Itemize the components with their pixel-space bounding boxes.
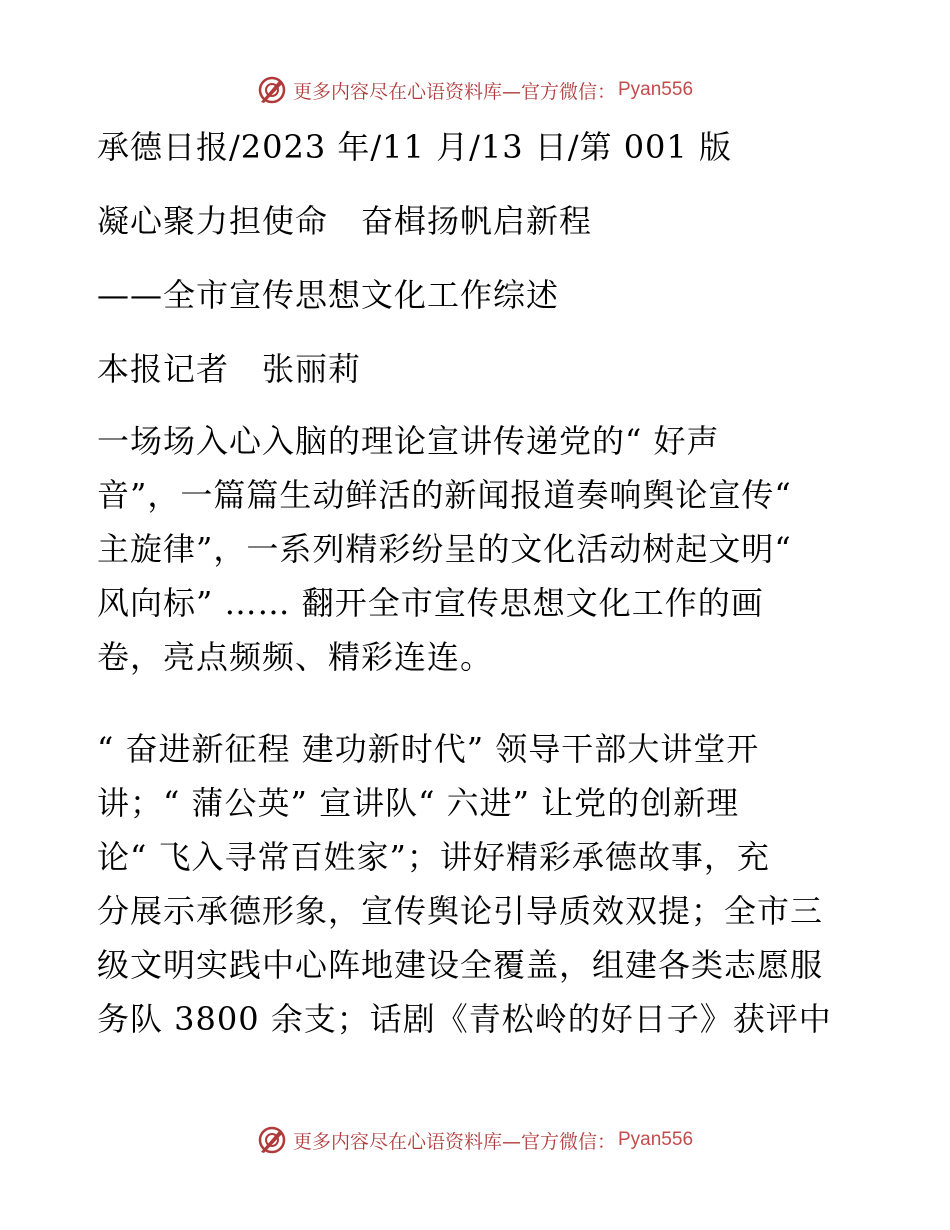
paragraph-line: 务队 3800 余支；话剧《青松岭的好日子》获评中 [97,1000,832,1038]
watermark-text: 更多内容尽在心语资料库—官方微信： [292,1130,616,1153]
article-dateline: 承德日报/2023 年/11 月/13 日/第 001 版 [97,128,732,166]
paragraph-line: 级文明实践中心阵地建设全覆盖，组建各类志愿服 [97,946,824,984]
paragraph-line: 论“ 飞入寻常百姓家”；讲好精彩承德故事，充 [97,838,770,876]
paragraph-line: 一场场入心入脑的理论宣讲传递党的“ 好声 [97,422,720,460]
article-headline: 凝心聚力担使命 奋楫扬帆启新程 [97,202,593,240]
watermark-wechat-id: Pyan556 [618,1129,694,1150]
paragraph-line: 讲；“ 蒲公英” 宣讲队“ 六进” 让党的创新理 [97,784,740,822]
paragraph-line: 主旋律”，一系列精彩纷呈的文化活动树起文明“ [97,530,792,568]
watermark-banner-bottom [0,1120,950,1160]
article-byline: 本报记者 张丽莉 [97,350,362,388]
pen-logo-icon [257,1125,287,1155]
article-paragraph-2 [97,722,857,1046]
article-paragraph-1 [97,414,857,684]
paragraph-line: 风向标” …… 翻开全市宣传思想文化工作的画 [97,584,764,622]
paragraph-line: “ 奋进新征程 建功新时代” 领导干部大讲堂开 [97,730,760,768]
pen-logo-icon [257,75,287,105]
article-subheadline: ——全市宣传思想文化工作综述 [97,276,560,314]
paragraph-line: 卷，亮点频频、精彩连连。 [97,638,494,676]
watermark-wechat-id: Pyan556 [618,79,694,100]
paragraph-line: 音”，一篇篇生动鲜活的新闻报道奏响舆论宣传“ [97,476,792,514]
watermark-banner-top [0,70,950,110]
paragraph-line: 分展示承德形象，宣传舆论引导质效双提；全市三 [97,892,824,930]
watermark-text: 更多内容尽在心语资料库—官方微信： [292,80,616,103]
